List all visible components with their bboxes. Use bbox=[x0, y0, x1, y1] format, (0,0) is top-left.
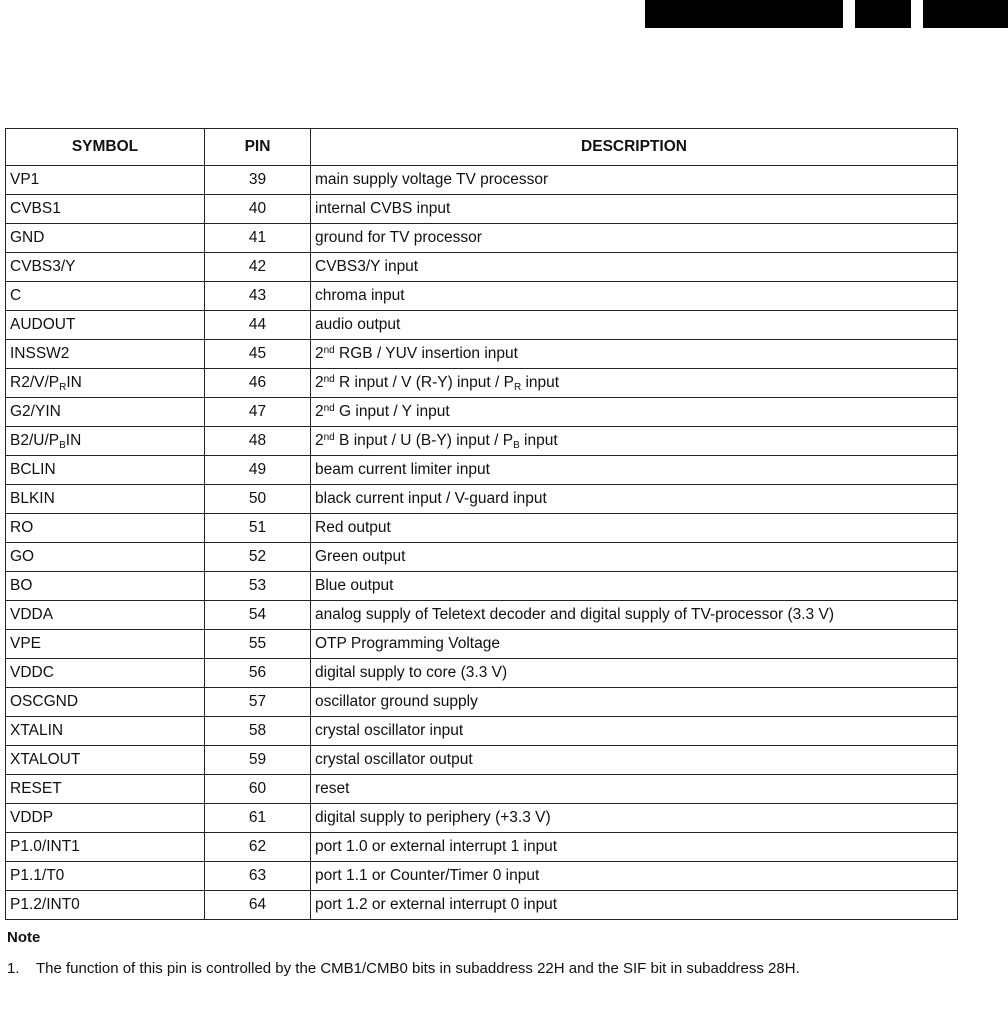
table-row bbox=[6, 804, 958, 833]
text-run: G input / Y input bbox=[334, 403, 450, 420]
cell-symbol bbox=[6, 775, 205, 804]
cell-symbol bbox=[6, 891, 205, 920]
text-run: analog supply of Teletext decoder and digital supply of TV-processor (3.3 V) bbox=[315, 606, 834, 623]
text-run: BCLIN bbox=[10, 461, 56, 478]
cell-symbol bbox=[6, 282, 205, 311]
cell-symbol bbox=[6, 717, 205, 746]
subscript: B bbox=[513, 440, 520, 451]
table-row bbox=[6, 891, 958, 920]
text-run: port 1.2 or external interrupt 0 input bbox=[315, 896, 558, 913]
text-run: chroma input bbox=[315, 287, 405, 304]
text-run: input bbox=[521, 374, 560, 391]
note-item bbox=[7, 960, 800, 977]
cell-pin: 43 bbox=[205, 282, 311, 311]
cell-pin: 53 bbox=[205, 572, 311, 601]
table-row bbox=[6, 862, 958, 891]
text-run: VP1 bbox=[10, 171, 40, 188]
text-run: VDDP bbox=[10, 809, 54, 826]
cell-pin: 63 bbox=[205, 862, 311, 891]
cell-pin: 39 bbox=[205, 166, 311, 195]
cell-symbol bbox=[6, 340, 205, 369]
cell-pin: 42 bbox=[205, 253, 311, 282]
cell-pin: 50 bbox=[205, 485, 311, 514]
text-run: RO bbox=[10, 519, 34, 536]
cell-pin: 52 bbox=[205, 543, 311, 572]
cell-description bbox=[311, 485, 958, 514]
cell-description bbox=[311, 282, 958, 311]
table-row bbox=[6, 601, 958, 630]
text-run: XTALOUT bbox=[10, 751, 81, 768]
table-row bbox=[6, 514, 958, 543]
subscript: R bbox=[59, 382, 67, 393]
text-run: R input / V (R-Y) input / P bbox=[334, 374, 514, 391]
text-run: B2/U/P bbox=[10, 432, 60, 449]
text-run: CVBS3/Y input bbox=[315, 258, 419, 275]
table-row bbox=[6, 253, 958, 282]
text-run: VPE bbox=[10, 635, 42, 652]
cell-pin: 55 bbox=[205, 630, 311, 659]
cell-pin: 56 bbox=[205, 659, 311, 688]
cell-pin: 46 bbox=[205, 369, 311, 398]
text-run: Red output bbox=[315, 519, 391, 536]
text-run: port 1.1 or Counter/Timer 0 input bbox=[315, 867, 540, 884]
text-run: reset bbox=[315, 780, 350, 797]
text-run: CVBS1 bbox=[10, 200, 61, 217]
table-row bbox=[6, 543, 958, 572]
note-title: Note bbox=[7, 929, 41, 946]
table-row bbox=[6, 456, 958, 485]
text-run: GO bbox=[10, 548, 35, 565]
cell-pin: 64 bbox=[205, 891, 311, 920]
text-run: BLKIN bbox=[10, 490, 55, 507]
text-run: P1.2/INT0 bbox=[10, 896, 80, 913]
cell-pin: 45 bbox=[205, 340, 311, 369]
table-row bbox=[6, 688, 958, 717]
cell-symbol bbox=[6, 659, 205, 688]
cell-pin: 54 bbox=[205, 601, 311, 630]
text-run: Green output bbox=[315, 548, 406, 565]
text-run: GND bbox=[10, 229, 45, 246]
table-row bbox=[6, 833, 958, 862]
table-row bbox=[6, 572, 958, 601]
text-run: INSSW2 bbox=[10, 345, 70, 362]
text-run: oscillator ground supply bbox=[315, 693, 478, 710]
text-run: AUDOUT bbox=[10, 316, 76, 333]
header-black-bar-3 bbox=[923, 0, 1008, 28]
table-row bbox=[6, 282, 958, 311]
text-run: CVBS3/Y bbox=[10, 258, 76, 275]
cell-symbol bbox=[6, 688, 205, 717]
table-row bbox=[6, 166, 958, 195]
text-run: crystal oscillator output bbox=[315, 751, 473, 768]
text-run: 2 bbox=[315, 345, 324, 362]
cell-pin: 40 bbox=[205, 195, 311, 224]
cell-pin: 58 bbox=[205, 717, 311, 746]
table-row bbox=[6, 311, 958, 340]
cell-pin: 57 bbox=[205, 688, 311, 717]
cell-description bbox=[311, 398, 958, 427]
cell-description bbox=[311, 862, 958, 891]
table-row bbox=[6, 340, 958, 369]
cell-description bbox=[311, 688, 958, 717]
cell-pin: 49 bbox=[205, 456, 311, 485]
cell-description bbox=[311, 746, 958, 775]
text-run: P1.1/T0 bbox=[10, 867, 65, 884]
cell-pin: 47 bbox=[205, 398, 311, 427]
text-run: digital supply to periphery (+3.3 V) bbox=[315, 809, 551, 826]
cell-symbol bbox=[6, 630, 205, 659]
text-run: C bbox=[10, 287, 22, 304]
cell-symbol bbox=[6, 253, 205, 282]
cell-symbol bbox=[6, 862, 205, 891]
cell-symbol bbox=[6, 398, 205, 427]
text-run: P1.0/INT1 bbox=[10, 838, 80, 855]
text-run: crystal oscillator input bbox=[315, 722, 464, 739]
subscript: B bbox=[59, 440, 66, 451]
text-run: digital supply to core (3.3 V) bbox=[315, 664, 508, 681]
text-run: Blue output bbox=[315, 577, 394, 594]
cell-description bbox=[311, 253, 958, 282]
column-header-pin: PIN bbox=[205, 129, 311, 166]
text-run: ground for TV processor bbox=[315, 229, 482, 246]
header-black-bar-1 bbox=[645, 0, 843, 28]
cell-pin: 60 bbox=[205, 775, 311, 804]
table-row bbox=[6, 398, 958, 427]
pin-table bbox=[5, 128, 958, 920]
cell-description bbox=[311, 775, 958, 804]
table-row bbox=[6, 746, 958, 775]
cell-symbol bbox=[6, 833, 205, 862]
cell-description bbox=[311, 543, 958, 572]
cell-description bbox=[311, 369, 958, 398]
cell-symbol bbox=[6, 166, 205, 195]
note-item-number: 1. bbox=[7, 960, 20, 977]
column-header-symbol: SYMBOL bbox=[6, 129, 205, 166]
text-run: 2 bbox=[315, 403, 324, 420]
cell-symbol bbox=[6, 804, 205, 833]
cell-description bbox=[311, 833, 958, 862]
text-run: input bbox=[519, 432, 558, 449]
text-run: internal CVBS input bbox=[315, 200, 451, 217]
cell-description bbox=[311, 891, 958, 920]
text-run: IN bbox=[65, 432, 82, 449]
table-row bbox=[6, 659, 958, 688]
cell-description bbox=[311, 224, 958, 253]
text-run: port 1.0 or external interrupt 1 input bbox=[315, 838, 558, 855]
table-row bbox=[6, 485, 958, 514]
cell-pin: 51 bbox=[205, 514, 311, 543]
text-run: VDDC bbox=[10, 664, 54, 681]
subscript: R bbox=[513, 382, 522, 393]
text-run: OTP Programming Voltage bbox=[315, 635, 500, 652]
superscript: nd bbox=[323, 345, 335, 356]
text-run: BO bbox=[10, 577, 33, 594]
cell-pin: 44 bbox=[205, 311, 311, 340]
cell-symbol bbox=[6, 369, 205, 398]
text-run: VDDA bbox=[10, 606, 54, 623]
cell-symbol bbox=[6, 427, 205, 456]
cell-symbol bbox=[6, 485, 205, 514]
column-header-description: DESCRIPTION bbox=[311, 129, 958, 166]
table-row bbox=[6, 775, 958, 804]
text-run: 2 bbox=[315, 432, 324, 449]
cell-symbol bbox=[6, 543, 205, 572]
cell-description bbox=[311, 601, 958, 630]
cell-pin: 48 bbox=[205, 427, 311, 456]
cell-description bbox=[311, 340, 958, 369]
superscript: nd bbox=[323, 432, 335, 443]
cell-description bbox=[311, 427, 958, 456]
text-run: RESET bbox=[10, 780, 62, 797]
cell-description bbox=[311, 195, 958, 224]
cell-description bbox=[311, 717, 958, 746]
pin-table-body bbox=[6, 166, 958, 920]
superscript: nd bbox=[323, 403, 335, 414]
text-run: main supply voltage TV processor bbox=[315, 171, 549, 188]
table-row bbox=[6, 224, 958, 253]
cell-description bbox=[311, 514, 958, 543]
cell-symbol bbox=[6, 456, 205, 485]
cell-description bbox=[311, 166, 958, 195]
table-row bbox=[6, 630, 958, 659]
header-black-bar-2 bbox=[855, 0, 911, 28]
text-run: audio output bbox=[315, 316, 401, 333]
cell-symbol bbox=[6, 224, 205, 253]
text-run: G2/YIN bbox=[10, 403, 61, 420]
text-run: OSCGND bbox=[10, 693, 79, 710]
cell-symbol bbox=[6, 572, 205, 601]
table-row bbox=[6, 369, 958, 398]
text-run: IN bbox=[66, 374, 82, 391]
cell-symbol bbox=[6, 311, 205, 340]
cell-symbol bbox=[6, 746, 205, 775]
cell-description bbox=[311, 659, 958, 688]
cell-pin: 59 bbox=[205, 746, 311, 775]
text-run: B input / U (B-Y) input / P bbox=[334, 432, 514, 449]
cell-description bbox=[311, 630, 958, 659]
cell-description bbox=[311, 456, 958, 485]
cell-description bbox=[311, 311, 958, 340]
text-run: XTALIN bbox=[10, 722, 64, 739]
superscript: nd bbox=[323, 374, 335, 385]
cell-description bbox=[311, 804, 958, 833]
text-run: 2 bbox=[315, 374, 324, 391]
table-row bbox=[6, 427, 958, 456]
table-row bbox=[6, 195, 958, 224]
cell-symbol bbox=[6, 514, 205, 543]
table-row bbox=[6, 717, 958, 746]
cell-description bbox=[311, 572, 958, 601]
cell-symbol bbox=[6, 195, 205, 224]
text-run: RGB / YUV insertion input bbox=[334, 345, 518, 362]
text-run: R2/V/P bbox=[10, 374, 60, 391]
text-run: beam current limiter input bbox=[315, 461, 490, 478]
text-run: black current input / V-guard input bbox=[315, 490, 547, 507]
cell-pin: 62 bbox=[205, 833, 311, 862]
note-item-text: The function of this pin is controlled by the CMB1/CMB0 bits in subaddress 22H and the SIF bit in subaddress 28H. bbox=[36, 960, 800, 977]
cell-pin: 41 bbox=[205, 224, 311, 253]
cell-pin: 61 bbox=[205, 804, 311, 833]
cell-symbol bbox=[6, 601, 205, 630]
table-header-row bbox=[6, 129, 958, 166]
